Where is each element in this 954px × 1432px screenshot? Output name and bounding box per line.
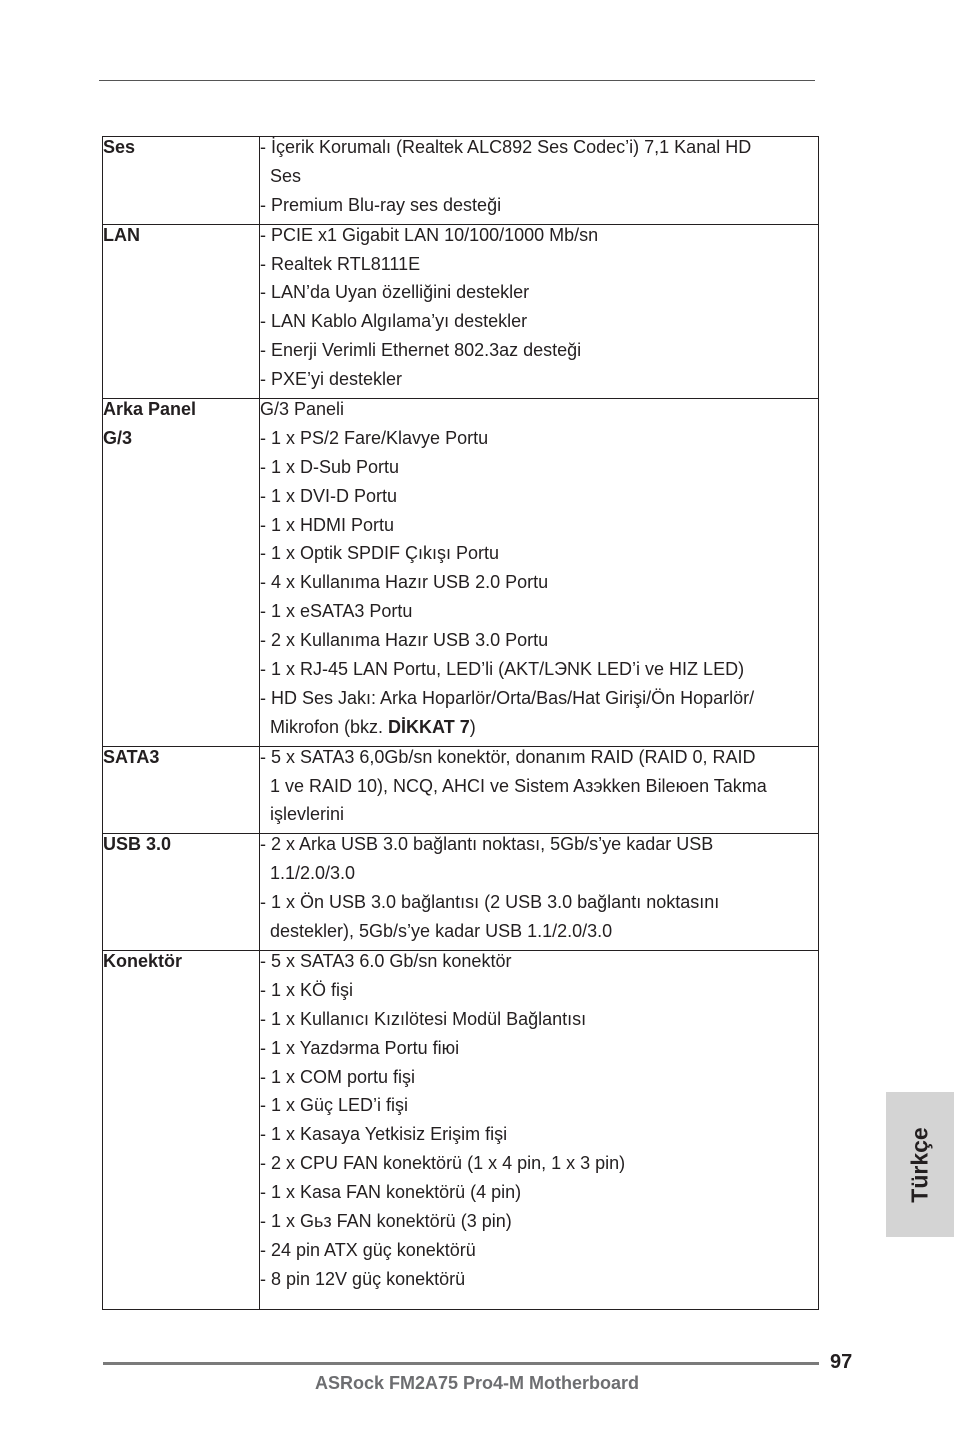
spec-line: - 1 x DVI-D Portu xyxy=(260,485,398,506)
row-label-cell xyxy=(103,746,260,834)
spec-line-note xyxy=(260,717,818,746)
row-label: SATA3 xyxy=(103,746,160,767)
spec-line: Ses xyxy=(270,165,302,186)
spec-line: - 24 pin ATX güç konektörü xyxy=(260,1239,476,1260)
row-label: Arka Panel xyxy=(103,399,197,420)
spec-line: - 1 x D-Sub Portu xyxy=(260,456,400,477)
spec-row-sata3 xyxy=(103,746,819,834)
spec-line: - 1 x Güç LED’i fişi xyxy=(260,1095,409,1116)
row-content xyxy=(260,834,819,951)
header-rule xyxy=(99,80,815,81)
spec-line: - 1 x Ön USB 3.0 bağlantısı (2 USB 3.0 bağlantı noktasını xyxy=(260,892,720,913)
language-side-tab xyxy=(886,1092,954,1237)
row-label: LAN xyxy=(103,224,140,245)
spec-row-lan xyxy=(103,224,819,398)
spec-line: - 1 x Kullanıcı Kızılötesi Modül Bağlantısı xyxy=(260,1008,587,1029)
spec-line: - 1 x Kasaya Yetkisiz Erişim fişi xyxy=(260,1124,508,1145)
footer-title: ASRock FM2A75 Pro4-M Motherboard xyxy=(314,1373,640,1393)
spec-line: - 5 x SATA3 6,0Gb/sn konektör, donanım RAID (RAID 0, RAID xyxy=(260,746,756,767)
row-label: Ses xyxy=(103,137,136,157)
row-label-cell xyxy=(103,137,260,225)
spec-table xyxy=(102,136,819,1310)
spec-line: - Premium Blu-ray ses desteği xyxy=(260,194,502,215)
spec-line: - 1 x Optik SPDIF Çıkışı Portu xyxy=(260,543,500,564)
page-number: 97 xyxy=(830,1351,853,1373)
spec-row-konektor xyxy=(103,950,819,1309)
spec-line: destekler), 5Gb/s’ye kadar USB 1.1/2.0/3.0 xyxy=(270,921,613,942)
row-label-cell xyxy=(103,399,260,747)
row-content xyxy=(260,137,819,225)
row-label-cell xyxy=(103,224,260,398)
note-suffix: ) xyxy=(469,716,476,737)
row-content xyxy=(260,399,819,747)
spec-line: G/3 Paneli xyxy=(260,399,345,420)
note-prefix: Mikrofon (bkz. xyxy=(270,716,389,737)
spec-line: - 1 x eSATA3 Portu xyxy=(260,601,413,622)
spec-line: - 1 x Kasa FAN konektörü (4 pin) xyxy=(260,1182,522,1203)
spec-line: - İçerik Korumalı (Realtek ALC892 Ses Codec’i) 7,1 Kanal HD xyxy=(260,137,752,157)
spec-line: - 4 x Kullanıma Hazır USB 2.0 Portu xyxy=(260,572,549,593)
spec-line: - 1 x COM portu fişi xyxy=(260,1066,416,1087)
spec-line: - LAN’da Uyan özelliğini destekler xyxy=(260,282,530,303)
spec-line: - PCIE x1 Gigabit LAN 10/100/1000 Mb/sn xyxy=(260,224,599,245)
row-label-cell xyxy=(103,950,260,1309)
spec-line: - 8 pin 12V güç konektörü xyxy=(260,1268,466,1289)
spec-line: - Realtek RTL8111E xyxy=(260,253,421,274)
spec-line: - 1 x RJ-45 LAN Portu, LED’li (AKT/LЭNK LED’i ve HIZ LED) xyxy=(260,659,745,680)
row-label-cell xyxy=(103,834,260,951)
language-label: Türkçe xyxy=(906,1126,933,1203)
spec-line: - 1 x HDMI Portu xyxy=(260,514,395,535)
spec-line: - 1 x Gьз FAN konektörü (3 pin) xyxy=(260,1210,512,1231)
spec-line: 1 ve RAID 10), NCQ, AHCI ve Sistem Aзэkken Bileюen Takma xyxy=(270,775,767,796)
spec-line: - PXE’yi destekler xyxy=(260,369,403,390)
spec-line: - 5 x SATA3 6.0 Gb/sn konektör xyxy=(260,950,512,971)
spec-line: - 1 x KÖ fişi xyxy=(260,979,354,1000)
spec-line: 1.1/2.0/3.0 xyxy=(270,863,356,884)
row-content xyxy=(260,950,819,1309)
row-content xyxy=(260,224,819,398)
spec-row-usb3 xyxy=(103,834,819,951)
note-reference: DİKKAT 7 xyxy=(388,716,470,737)
row-content xyxy=(260,746,819,834)
spec-line: - 2 x Kullanıma Hazır USB 3.0 Portu xyxy=(260,630,549,651)
spec-line: - 2 x Arka USB 3.0 bağlantı noktası, 5Gb/s’ye kadar USB xyxy=(260,834,714,855)
row-label: Konektör xyxy=(103,950,183,971)
spec-line: - 1 x PS/2 Fare/Klavye Portu xyxy=(260,427,489,448)
spec-line: - LAN Kablo Algılama’yı destekler xyxy=(260,311,528,332)
footer-rule xyxy=(103,1362,819,1365)
row-label: G/3 xyxy=(103,427,133,448)
spec-line: - HD Ses Jakı: Arka Hoparlör/Orta/Bas/Hat Girişi/Ön Hoparlör/ xyxy=(260,687,755,708)
spec-line: işlevlerini xyxy=(270,804,345,825)
spec-row-arka-panel xyxy=(103,399,819,747)
spec-line: - Enerji Verimli Ethernet 802.3az desteği xyxy=(260,340,582,361)
row-label: USB 3.0 xyxy=(103,834,172,855)
spec-row-ses xyxy=(103,137,819,225)
spec-line: - 1 x Yazdэrma Portu fiюi xyxy=(260,1037,460,1058)
spec-line: - 2 x CPU FAN konektörü (1 x 4 pin, 1 x 3 pin) xyxy=(260,1153,626,1174)
